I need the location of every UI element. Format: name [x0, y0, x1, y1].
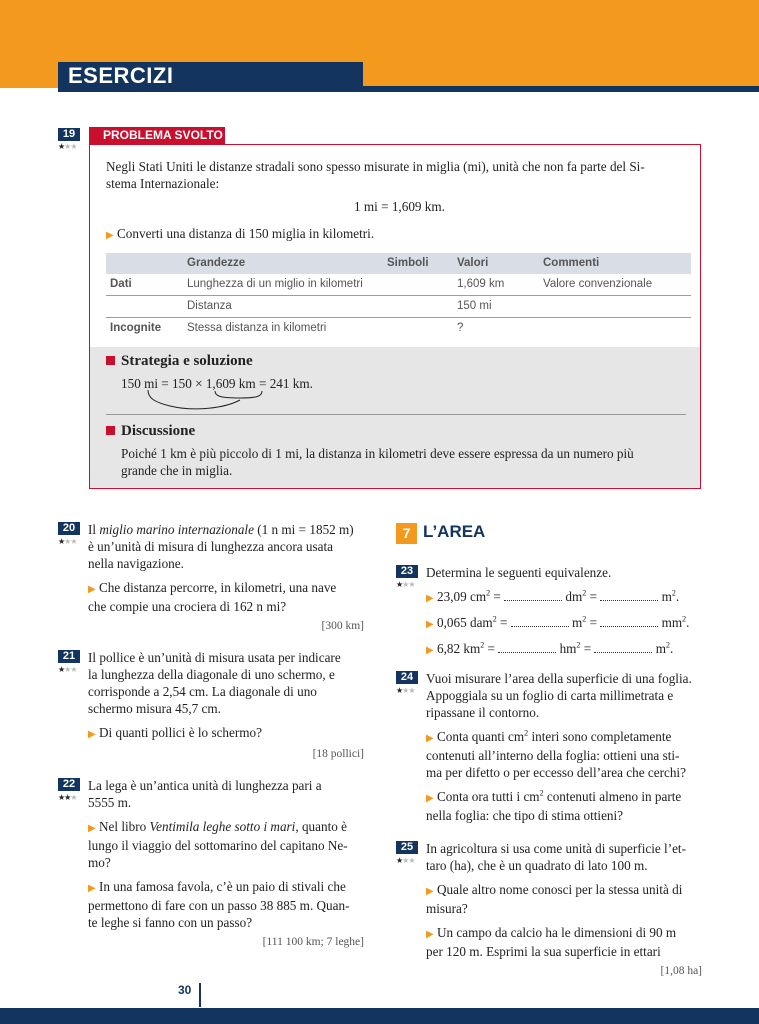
table-cell: 150 mi [457, 300, 492, 312]
answer: [111 100 km; 7 leghe] [262, 936, 364, 948]
page-number-rule [199, 983, 201, 1007]
solved-problem-tag: PROBLEMA SVOLTO [89, 127, 225, 144]
exercise-number-22: 22 [58, 778, 80, 791]
table-cell: ? [457, 322, 464, 334]
discussion-heading: Discussione [106, 423, 195, 440]
answer: [18 pollici] [312, 748, 364, 760]
table-header-cell: Valori [457, 257, 489, 269]
table-cell: Valore convenzionale [543, 278, 653, 290]
exercise-number-23: 23 [396, 565, 418, 578]
difficulty-stars: ★★★ [396, 580, 415, 589]
discussion-text: grande che in miglia. [121, 463, 233, 478]
red-square-icon [106, 426, 115, 435]
section-title: L’AREA [423, 522, 486, 541]
data-table [106, 253, 691, 339]
bullet-triangle-icon: ▶ [426, 619, 434, 630]
table-cell: Stessa distanza in kilometri [187, 322, 327, 334]
exercise-number-20: 20 [58, 522, 80, 535]
conversion-formula: 1 mi = 1,609 km. [354, 199, 445, 214]
discussion-text: Poiché 1 km è più piccolo di 1 mi, la distanza in kilometri deve essere espressa da un numero più [121, 446, 634, 461]
section-number: 7 [396, 523, 417, 544]
problem-task: ▶ Converti una distanza di 150 miglia in kilometri. [106, 226, 375, 241]
problem-intro-line: stema Internazionale: [106, 176, 220, 191]
blank-field[interactable] [498, 642, 556, 653]
difficulty-stars: ★★★ [396, 686, 415, 695]
page-title: ESERCIZI [68, 63, 174, 88]
bullet-triangle-icon: ▶ [426, 929, 434, 940]
difficulty-stars: ★★★ [396, 856, 415, 865]
difficulty-stars: ★★★ [58, 537, 77, 546]
table-header-row [106, 253, 691, 274]
strategy-equation: 150 mi = 150 × 1,609 km = 241 km. [121, 376, 313, 391]
table-header-cell: Grandezze [187, 257, 246, 269]
bullet-triangle-icon: ▶ [426, 645, 434, 656]
table-row-label: Dati [110, 278, 132, 290]
difficulty-stars: ★★★ [58, 142, 77, 151]
bullet-triangle-icon: ▶ [88, 584, 96, 595]
red-square-icon [106, 356, 115, 365]
difficulty-stars: ★★★ [58, 793, 77, 802]
blank-field[interactable] [511, 616, 569, 627]
table-row [106, 274, 691, 296]
problem-intro-line: Negli Stati Uniti le distanze stradali sono spesso misurate in miglia (mi), unità che non fa parte del Si- [106, 159, 645, 174]
bullet-triangle-icon: ▶ [106, 230, 114, 241]
strategy-heading: Strategia e soluzione [106, 353, 253, 370]
difficulty-stars: ★★★ [58, 665, 77, 674]
exercise-number-25: 25 [396, 841, 418, 854]
table-cell: 1,609 km [457, 278, 505, 290]
cancel-arrow-icon [140, 388, 270, 412]
bullet-triangle-icon: ▶ [426, 593, 434, 604]
table-cell: Lunghezza di un miglio in kilometri [187, 278, 363, 290]
answer: [1,08 ha] [660, 965, 702, 977]
table-row [106, 318, 691, 339]
bullet-triangle-icon: ▶ [88, 729, 96, 740]
table-row-label: Incognite [110, 322, 162, 334]
exercise-number-19: 19 [58, 128, 80, 141]
table-cell: Distanza [187, 300, 232, 312]
answer: [300 km] [321, 620, 364, 632]
bullet-triangle-icon: ▶ [426, 733, 434, 744]
exercise-23-text: Determina le seguenti equivalenze. ▶ 23,09 $cm^2 = dm^2 = m^2$. ▶ 0,065 $dam^2 = m^2 = mm^2$. ▶ 6,82 $km^2 = hm^2 = m^2$. [426, 565, 690, 656]
blank-field[interactable] [594, 642, 652, 653]
exercise-number-24: 24 [396, 671, 418, 684]
exercise-number-21: 21 [58, 650, 80, 663]
exercise-21-text: Il pollice è un’unità di misura usata per indicare la lunghezza della diagonale di uno schermo, e corrisponde a 2,54 cm. La diagonale di uno schermo misura 45,7 cm. ▶ Di quanti pollici è lo schermo? [18 pollici] [88, 649, 364, 763]
blank-field[interactable] [600, 616, 658, 627]
divider [106, 414, 686, 415]
blank-field[interactable] [504, 590, 562, 601]
exercise-24-text: Vuoi misurare l’area della superficie di una foglia. Appoggiala su un foglio di carta millimetrata e ripassane il contorno. ▶ Conta quanti $cm^2$ interi sono completamente contenuti all’interno della foglia: ottieni una sti- ma per difetto o per eccesso dell’area che cerchi? ▶ Conta ora tutti i $cm^2$ contenuti almeno in parte nella foglia: che tipo di stima ottieni? [426, 671, 692, 823]
bullet-triangle-icon: ▶ [88, 823, 96, 834]
footer-band [0, 1008, 759, 1024]
page-number: 30 [178, 983, 192, 997]
bullet-triangle-icon: ▶ [426, 793, 434, 804]
exercise-22-text: La lega è un’antica unità di lunghezza pari a 5555 m. ▶ Nel libro Ventimila leghe sotto i mari, quanto è lungo il viaggio del sottomarino del capitano Ne- mo? ▶ In una famosa favola, c’è un paio di stivali che permettono di fare con un passo 38 885 m. Quan- te leghe si fanno con un passo? [111 100 km; 7 leghe] [88, 777, 364, 951]
bullet-triangle-icon: ▶ [88, 883, 96, 894]
bullet-triangle-icon: ▶ [426, 886, 434, 897]
table-header-cell: Commenti [543, 257, 600, 269]
exercise-20-text: Il miglio marino internazionale (1 n mi = 1852 m) è un’unità di misura di lunghezza ancora usata nella navigazione. ▶ Che distanza percorre, in kilometri, una nave che compie una crociera di 162 n mi? [300 km] [88, 521, 364, 635]
table-row [106, 296, 691, 318]
table-header-cell: Simboli [387, 257, 429, 269]
blank-field[interactable] [600, 590, 658, 601]
exercise-25-text: In agricoltura si usa come unità di superficie l’et- taro (ha), che è un quadrato di lato 100 m. ▶ Quale altro nome conosci per la stessa unità di misura? ▶ Un campo da calcio ha le dimensioni di 90 m per 120 m. Esprimi la sua superficie in ettari [1,08 ha] [426, 840, 702, 980]
